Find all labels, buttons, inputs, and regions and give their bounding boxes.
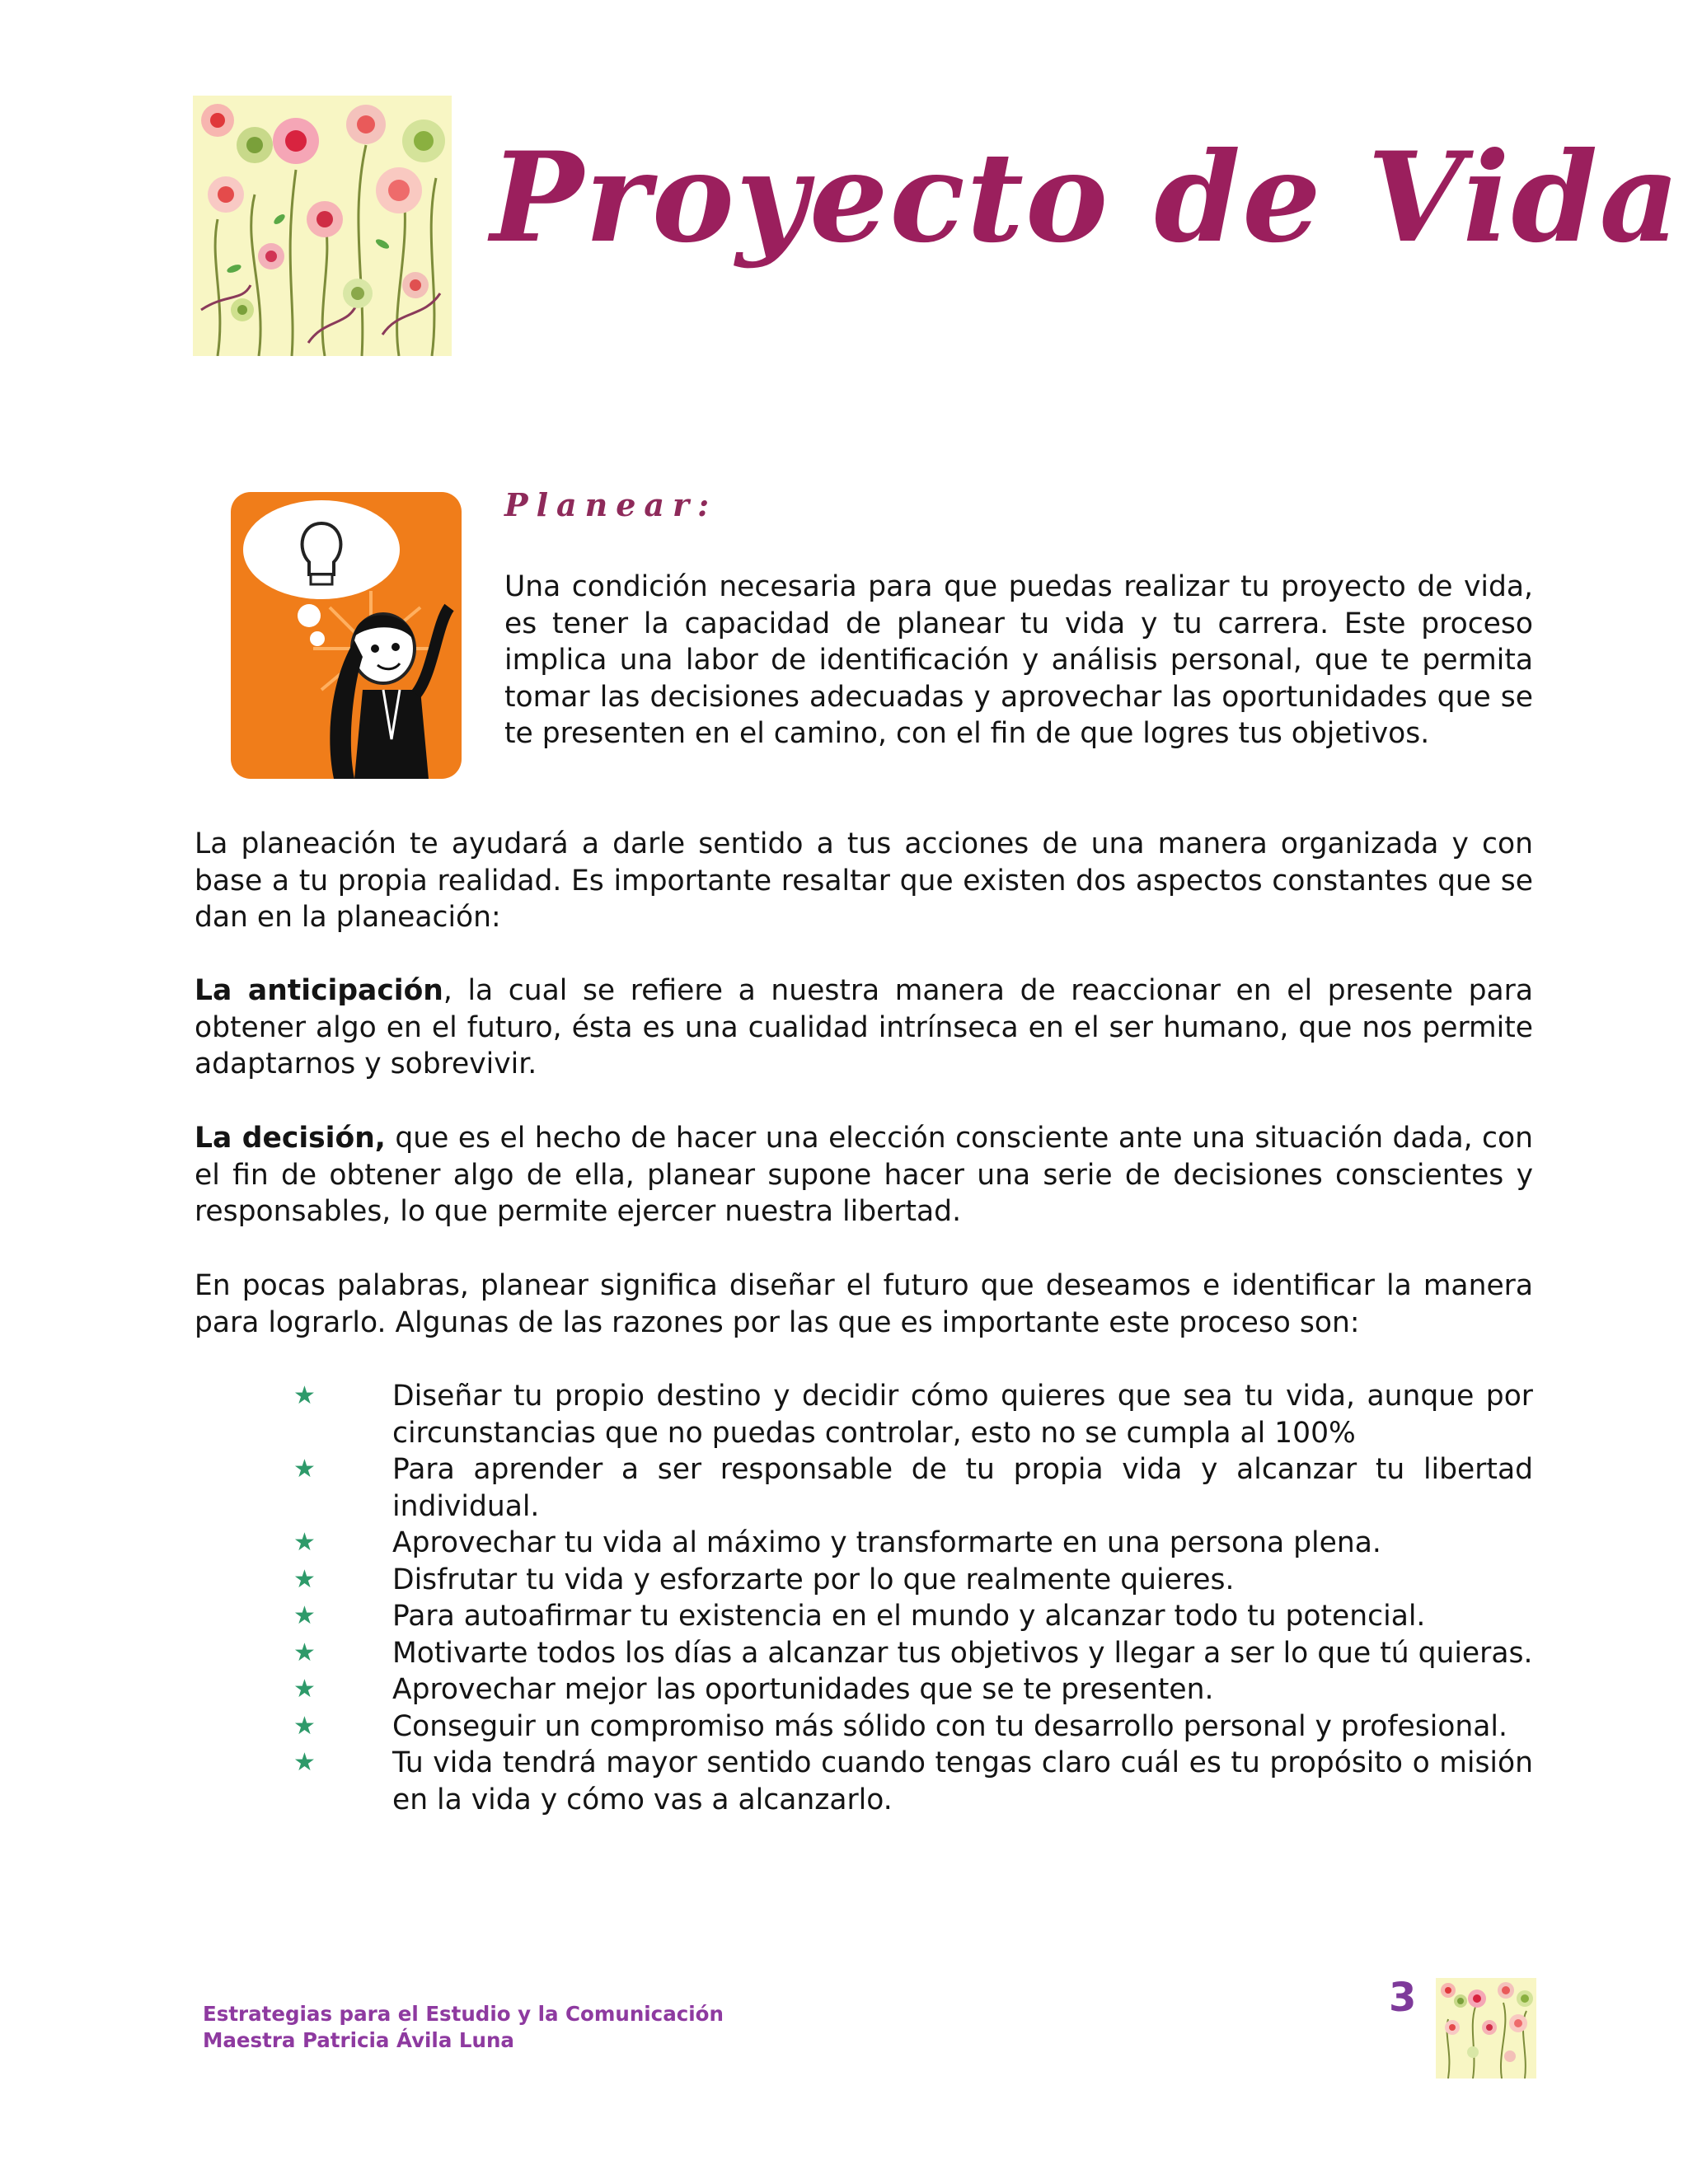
- star-bullet-icon: ★: [293, 1455, 316, 1483]
- list-item: ★ Diseñar tu propio destino y decidir cómo quieres que sea tu vida, aunque por circunstancias que no puedas controlar, esto no se cumpla al 100%: [293, 1380, 1533, 1450]
- section-heading: Planear:: [504, 486, 718, 523]
- list-item: ★ Aprovechar tu vida al máximo y transformarte en una persona plena.: [195, 1525, 1533, 1562]
- star-bullet-icon: ★: [293, 1601, 316, 1630]
- body-paragraph-decision: [195, 1120, 1533, 1230]
- body-paragraph-1: La planeación te ayudará a darle sentido a tus acciones de una manera organizada y con base a tu propia realidad. Es importante resaltar que existen dos aspectos constantes que se dan en la planeación:: [195, 827, 1533, 934]
- body-paragraph-anticipation: [195, 972, 1533, 1083]
- star-bullet-icon: ★: [293, 1711, 316, 1741]
- list-item: ★ Tu vida tendrá mayor sentido cuando tengas claro cuál es tu propósito o misión en la vida y cómo vas a alcanzarlo.: [293, 1746, 1533, 1816]
- list-item: ★ Conseguir un compromiso más sólido con tu desarrollo personal y profesional.: [195, 1708, 1533, 1746]
- star-bullet-icon: ★: [293, 1381, 316, 1410]
- star-bullet-icon: ★: [293, 1675, 316, 1704]
- star-bullet-icon: ★: [293, 1528, 316, 1557]
- footer-author: Maestra Patricia Ávila Luna: [203, 2028, 514, 2052]
- footer-course: Estrategias para el Estudio y la Comunicación: [203, 2002, 724, 2026]
- body-paragraph-4: En pocas palabras, planear significa diseñar el futuro que deseamos e identificar la manera para lograrlo. Algunas de las razones por las que es importante este proceso son:: [195, 1269, 1533, 1339]
- reasons-list: [195, 1378, 1533, 1818]
- list-item: ★ Motivarte todos los días a alcanzar tus objetivos y llegar a ser lo que tú quieras.: [195, 1635, 1533, 1672]
- footer: [203, 2001, 724, 2054]
- list-item: ★ Para autoafirmar tu existencia en el mundo y alcanzar todo tu potencial.: [195, 1598, 1533, 1635]
- star-bullet-icon: ★: [293, 1748, 316, 1777]
- star-bullet-icon: ★: [293, 1564, 316, 1594]
- page-number: 3: [1389, 1975, 1417, 2021]
- flower-garden-icon: [193, 96, 452, 356]
- woman-lightbulb-idea-icon: [231, 492, 462, 779]
- list-item: ★ Aprovechar mejor las oportunidades que se te presenten.: [195, 1671, 1533, 1708]
- term-anticipation: La anticipación: [195, 974, 443, 1007]
- anticipation-text: , la cual se refiere a nuestra manera de reaccionar en el presente para obtener algo en el futuro, ésta es una cualidad intrínseca en el ser humano, que nos permite adaptarnos y sobrevivir.: [195, 974, 1533, 1080]
- list-item: ★ Para aprender a ser responsable de tu propia vida y alcanzar tu libertad individual.: [293, 1453, 1533, 1523]
- intro-paragraph: Una condición necesaria para que puedas realizar tu proyecto de vida, es tener la capacidad de planear tu vida y tu carrera. Este proceso implica una labor de identificación y análisis personal, que te permita tomar las decisiones adecuadas y aprovechar las oportunidades que se te presenten en el camino, con el fin de que logres tus objetivos.: [504, 570, 1533, 750]
- decision-text: que es el hecho de hacer una elección consciente ante una situación dada, con el fin de obtener algo de ella, planear supone hacer una serie de decisiones conscientes y responsables, lo que permite ejercer nuestra libertad.: [195, 1122, 1533, 1228]
- page-title: Proyecto de Vida: [490, 125, 1681, 270]
- list-item: ★ Disfrutar tu vida y esforzarte por lo que realmente quieres.: [195, 1562, 1533, 1599]
- star-bullet-icon: ★: [293, 1638, 316, 1667]
- term-decision: La decisión,: [195, 1122, 386, 1155]
- flower-garden-icon: [1436, 1978, 1536, 2079]
